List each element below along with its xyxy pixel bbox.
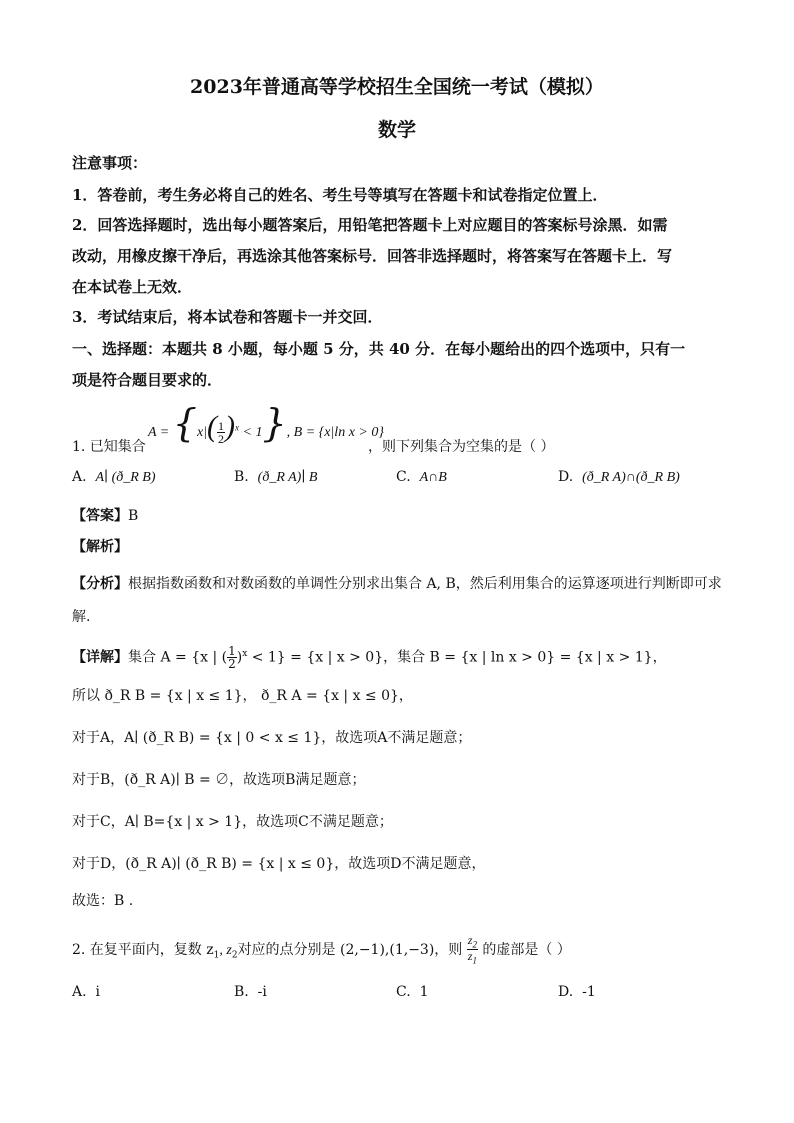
q1-check-c: 对于C，A∣ B={x | x > 1}，故选项C不满足题意； xyxy=(72,814,393,830)
q1-option-c[interactable]: C. A∩B xyxy=(396,469,447,485)
q1-conclusion: 故选：B . xyxy=(72,893,134,909)
section-1-line-2: 项是符合题目要求的． xyxy=(72,371,223,389)
q2-option-d[interactable]: D. -1 xyxy=(558,984,596,1000)
subject-title: 数学 xyxy=(377,119,416,141)
notice-heading: 注意事项： xyxy=(72,154,148,172)
page-title: 2023年普通高等学校招生全国统一考试（模拟） xyxy=(190,76,604,98)
q1-prefix: 1. 已知集合 xyxy=(72,439,146,455)
notice-item-1: 1．答卷前，考生务必将自己的姓名、考生号等填写在答题卡和试卷指定位置上． xyxy=(72,186,608,204)
q1-set-definition: A = {x|( $\frac{1}{2}$ )$^x$ < 1}, B = {x|ln x > 0} xyxy=(148,401,384,447)
q1-check-b: 对于B，(ð_R A)∣ B = ∅，故选项B满足题意； xyxy=(72,772,366,788)
q1-option-a[interactable]: A. A∣ (ð_R B) xyxy=(72,469,156,485)
q1-suffix: ，则下列集合为空集的是（ ） xyxy=(368,439,555,455)
section-1-line-1: 一、选择题：本题共 8 小题，每小题 5 分，共 40 分．在每小题给出的四个选项中，只有一 xyxy=(72,340,686,358)
q1-complement-line: 所以 ð_R B = {x | x ≤ 1}， ð_R A = {x | x ≤ 0}， xyxy=(72,688,413,704)
q1-check-a: 对于A，A∣ (ð_R B) = {x | 0 < x ≤ 1}，故选项A不满足题意； xyxy=(72,730,472,746)
q1-analysis-tag: 【解析】 xyxy=(72,539,128,555)
q1-option-b[interactable]: B. (ð_R A)∣ B xyxy=(234,469,318,485)
notice-item-2-line-2: 改动，用橡皮擦干净后，再选涂其他答案标号．回答非选择题时，将答案写在答题卡上．写 xyxy=(72,247,673,265)
q1-option-d[interactable]: D. (ð_R A)∩(ð_R B) xyxy=(558,469,680,485)
q1-detail-line-1: 【详解】集合 A = {x | ( $\frac{1}{2}$ )$^x$ < 1} = {x | x > 0}，集合 B = {x | ln x > 0} = {x | x > 1}， xyxy=(72,644,667,671)
q1-fenxi-line-2: 解. xyxy=(72,609,91,625)
q1-check-d: 对于D，(ð_R A)∣ (ð_R B) = {x | x ≤ 0}，故选项D不满足题意， xyxy=(72,856,486,872)
q1-answer: 【答案】B xyxy=(72,508,139,524)
notice-item-2-line-3: 在本试卷上无效． xyxy=(72,278,193,296)
q2-option-c[interactable]: C. 1 xyxy=(396,984,429,1000)
notice-item-3: 3．考试结束后，将本试卷和答题卡一并交回． xyxy=(72,308,383,326)
q2-option-a[interactable]: A. i xyxy=(72,984,100,1000)
notice-item-2-line-1: 2．回答选择题时，选出每小题答案后，用铅笔把答题卡上对应题目的答案标号涂黑．如需 xyxy=(72,216,668,234)
q1-fenxi-line-1: 【分析】根据指数函数和对数函数的单调性分别求出集合 A, B，然后利用集合的运算逐项进行判断即可求 xyxy=(72,576,722,592)
q2-stem: 2. 在复平面内，复数 $z_1$, $z_2$对应的点分别是 (2,−1),(1,−3)，则 $\frac{z_2}{z_1}$ 的虚部是（ ） xyxy=(72,933,571,966)
q2-option-b[interactable]: B. -i xyxy=(234,984,267,1000)
